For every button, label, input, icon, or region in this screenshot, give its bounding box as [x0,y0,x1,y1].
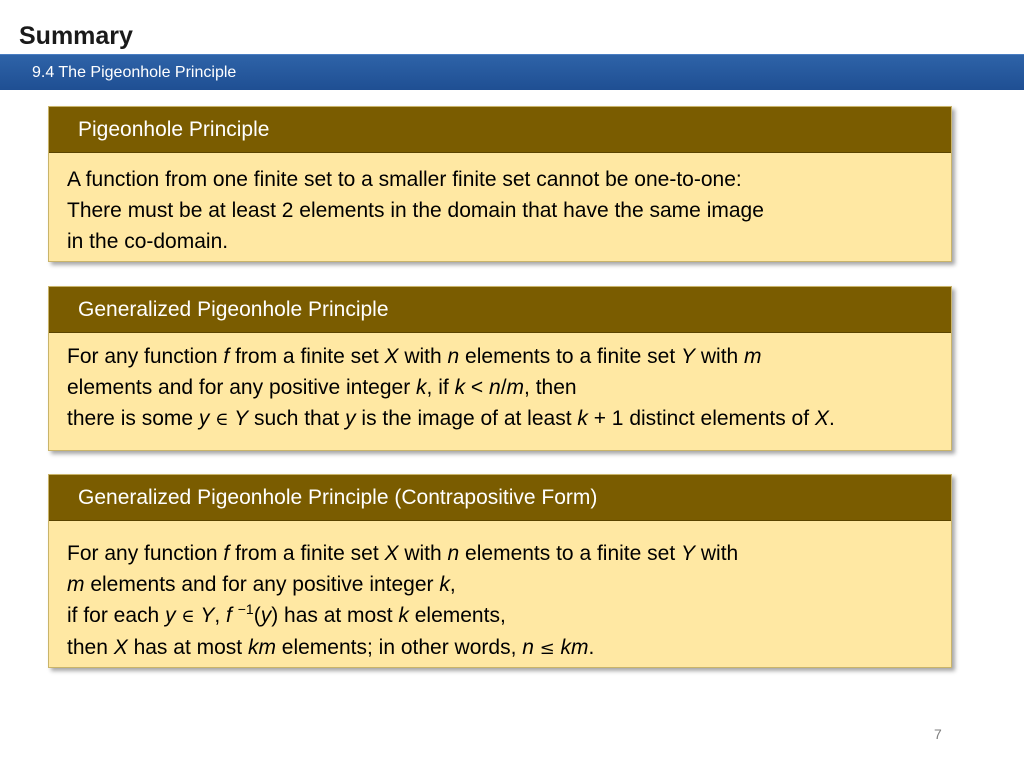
section-subtitle: 9.4 The Pigeonhole Principle [32,64,237,81]
page-number: 7 [934,726,942,742]
generalized-pigeonhole-box [48,286,952,451]
box-header: Pigeonhole Principle [49,107,951,153]
box-body [49,153,951,261]
slide-title: Summary [19,22,133,50]
subtitle-bar [0,54,1024,90]
text-line: m elements and for any positive integer k, [67,573,456,596]
text-line: A function from one finite set to a smaller finite set cannot be one-to-one: [67,168,742,191]
text-line: elements and for any positive integer k, if k < n/m, then [67,376,577,399]
box-header: Generalized Pigeonhole Principle (Contrapositive Form) [49,475,951,521]
contrapositive-form-box [48,474,952,668]
text-line: For any function f from a finite set X with n elements to a finite set Y with [67,542,739,565]
text-line: there is some y ∈ Y such that y is the image of at least k + 1 distinct elements of X. [67,407,835,430]
pigeonhole-principle-box [48,106,952,262]
box-body [49,521,951,667]
box-body [49,333,951,450]
box-header: Generalized Pigeonhole Principle [49,287,951,333]
text-line: in the co-domain. [67,230,229,253]
text-line: if for each y ∈ Y, f $^{-1}$(y) has at most k elements, [67,601,506,627]
text-line: then X has at most km elements; in other words, n ≤ km. [67,636,595,659]
text-line: There must be at least 2 elements in the domain that have the same image [67,199,764,222]
text-line: For any function f from a finite set X with n elements to a finite set Y with m [67,345,762,368]
